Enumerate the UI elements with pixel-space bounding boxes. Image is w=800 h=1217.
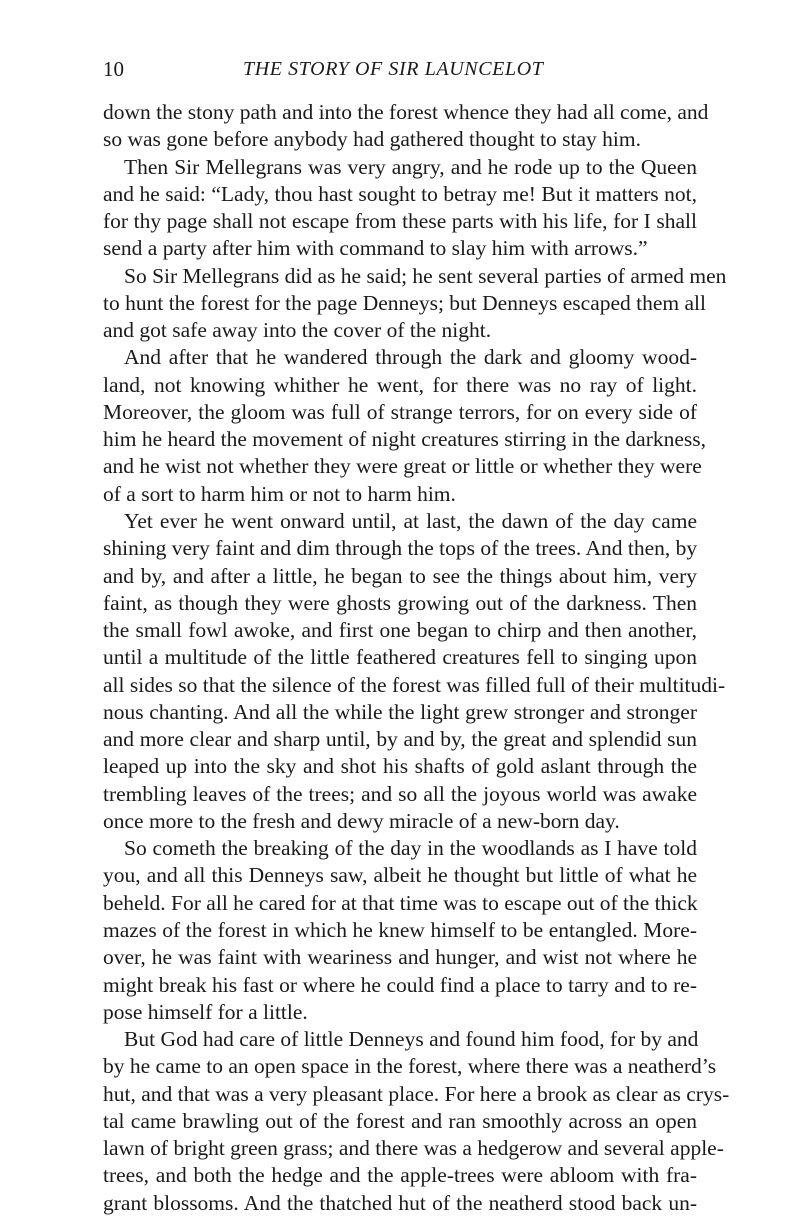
running-title: THE STORY OF SIR LAUNCELOT <box>243 58 544 80</box>
text-line: faint, as though they were ghosts growing out of the darkness. Then <box>103 590 697 615</box>
text-line: shining very faint and dim through the tops of the trees. And then, by <box>103 536 698 561</box>
text-line: might break his fast or where he could find a place to tarry and to re- <box>103 972 697 997</box>
text-line: trembling leaves of the trees; and so all the joyous world was awake <box>103 781 697 806</box>
body-text <box>103 99 730 1217</box>
text-line: and got safe away into the cover of the night. <box>103 318 492 343</box>
text-line: to hunt the forest for the page Denneys; but Denneys escaped them all <box>103 290 707 315</box>
text-line: by he came to an open space in the forest, where there was a neatherd’s <box>103 1054 717 1079</box>
paragraph-first-line: But God had care of little Denneys and found him food, for by and <box>124 1027 699 1052</box>
text-line: all sides so that the silence of the forest was filled full of their multitudi- <box>103 672 726 697</box>
text-line: trees, and both the hedge and the apple-trees were abloom with fra- <box>103 1163 697 1188</box>
text-line: the small fowl awoke, and first one began to chirp and then another, <box>103 618 697 643</box>
page-number: 10 <box>103 57 124 81</box>
text-line: tal came brawling out of the forest and ran smoothly across an open <box>103 1108 697 1133</box>
text-line: and he said: “Lady, thou hast sought to betray me! But it matters not, <box>103 181 697 206</box>
text-line: and he wist not whether they were great or little or whether they were <box>103 454 702 479</box>
text-line: over, he was faint with weariness and hunger, and wist not where he <box>103 945 697 970</box>
text-line: nous chanting. And all the while the light grew stronger and stronger <box>103 699 697 724</box>
paragraph-first-line: Then Sir Mellegrans was very angry, and he rode up to the Queen <box>124 154 697 179</box>
text-line: hut, and that was a very pleasant place. For here a brook as clear as crys- <box>103 1081 730 1106</box>
paragraph-first-line: So Sir Mellegrans did as he said; he sent several parties of armed men <box>124 263 727 288</box>
text-line: of a sort to harm him or not to harm him. <box>103 481 456 506</box>
text-line: pose himself for a little. <box>103 999 308 1024</box>
text-line: and more clear and sharp until, by and by, the great and splendid sun <box>103 727 697 752</box>
running-head <box>103 56 697 86</box>
paragraph-first-line: And after that he wandered through the dark and gloomy wood- <box>124 345 697 370</box>
paragraph-first-line: So cometh the breaking of the day in the woodlands as I have told <box>124 836 697 861</box>
text-line: once more to the fresh and dewy miracle of a new-born day. <box>103 808 620 833</box>
text-line: for thy page shall not escape from these parts with his life, for I shall <box>103 209 697 234</box>
text-line: land, not knowing whither he went, for there was no ray of light. <box>103 372 697 397</box>
text-line: send a party after him with command to slay him with arrows.” <box>103 236 648 261</box>
text-line: grant blossoms. And the thatched hut of the neatherd stood back un- <box>103 1190 697 1215</box>
text-line: leaped up into the sky and shot his shafts of gold aslant through the <box>103 754 697 779</box>
text-line: down the stony path and into the forest whence they had all come, and <box>103 100 709 124</box>
text-line: and by, and after a little, he began to see the things about him, very <box>103 563 697 588</box>
text-line: lawn of bright green grass; and there was a hedgerow and several apple- <box>103 1136 724 1161</box>
text-line: him he heard the movement of night creatures stirring in the darkness, <box>103 427 707 452</box>
text-line: you, and all this Denneys saw, albeit he thought but little of what he <box>103 863 697 888</box>
text-line: until a multitude of the little feathered creatures fell to singing upon <box>103 645 697 670</box>
text-line: mazes of the forest in which he knew himself to be entangled. More- <box>103 917 697 942</box>
text-line: so was gone before anybody had gathered thought to stay him. <box>103 127 641 152</box>
text-line: beheld. For all he cared for at that time was to escape out of the thick <box>103 890 698 915</box>
paragraph-first-line: Yet ever he went onward until, at last, the dawn of the day came <box>124 508 697 533</box>
text-line: Moreover, the gloom was full of strange terrors, for on every side of <box>103 399 697 424</box>
